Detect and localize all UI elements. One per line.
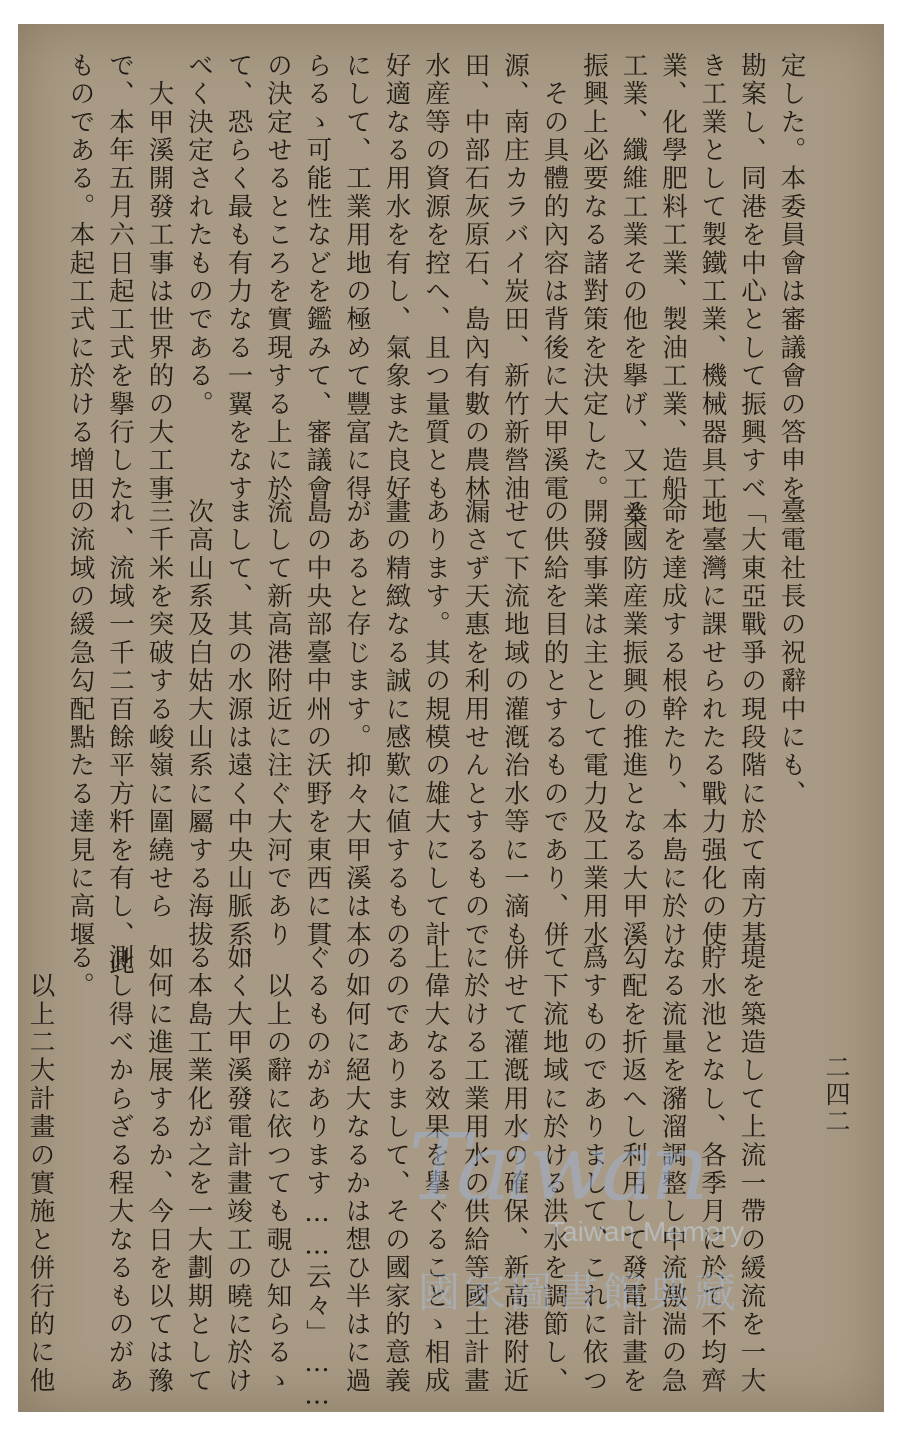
text-column: 漏さず天惠を利用せんとするもので xyxy=(460,498,491,950)
text-column: 測し得べからざる程大なるものがあ xyxy=(104,944,135,1396)
text-column: せて下流地域の灌漑治水等に一滴も xyxy=(500,498,530,950)
text-column: があると存じます。抑々大甲溪は本 xyxy=(342,498,372,950)
text-column: 命を達成する根幹たり、本島に於け xyxy=(658,498,688,950)
text-column: る國防産業振興の推進となる大甲溪 xyxy=(618,498,649,950)
watermark-chinese-text: 國家圖書館典藏 xyxy=(418,1268,741,1317)
text-column: 次高山系及白姑大山系に屬する海拔 xyxy=(184,498,214,950)
text-column: らるゝ可能性などを鑑みて、審議會 xyxy=(302,52,333,504)
text-column: まして、其の水源は遠く中央山脈系、 xyxy=(223,498,254,978)
text-column: の流域の緩急勾配點たる達見に高堰 xyxy=(65,498,96,950)
text-column: ぐるものがあります……云々」…… xyxy=(302,944,332,1414)
text-column: 流して新高港附近に注ぐ大河であり xyxy=(263,498,293,950)
watermark-script-text: Taiwan xyxy=(408,1114,704,1221)
text-column: る本島工業化が之を一大劃期として xyxy=(183,944,214,1396)
text-column: 併せて灌漑用水の確保、新高港附近 xyxy=(499,944,530,1396)
text-column: 畫の精緻なる誠に感歎に値するもの xyxy=(381,498,412,950)
text-column: の供給を目的とするものであり、併 xyxy=(539,498,570,950)
text-column: 臺電社長の祝辭中にも、 xyxy=(776,498,807,809)
text-column: あります。其の規模の雄大にして計 xyxy=(421,498,451,950)
text-column: にして、工業用地の極めて豐富に得 xyxy=(342,52,372,504)
text-column: 田、中部石灰原石、島內有數の農林 xyxy=(460,52,491,504)
text-column: 定した。本委員會は審議會の答申を xyxy=(776,52,807,504)
text-column: 業、化學肥料工業、製油工業、造船 xyxy=(658,52,688,504)
text-column: 振興上必要なる諸對策を決定した。 xyxy=(579,52,609,504)
page-number: 二四二 xyxy=(822,1054,851,1135)
text-column: 水産等の資源を控へ、且つ量質とも xyxy=(421,52,451,504)
text-column: 島の中央部臺中州の沃野を東西に貫 xyxy=(302,498,333,950)
text-column: の決定せるところを實現する上に於 xyxy=(263,52,293,504)
text-column: る。 xyxy=(65,944,95,1001)
text-column: に於ける工業用水の供給等國土計畫 xyxy=(460,944,490,1396)
text-column: 工業、纖維工業その他を擧げ、又工業 xyxy=(618,52,649,532)
text-column: 開發事業は主として電力及工業用水 xyxy=(579,498,609,950)
text-column: て、恐らく最も有力なる一翼をなす xyxy=(223,52,254,504)
text-column: 勾配を折返へし利用して發電計畫を xyxy=(618,944,648,1396)
text-column: れ、流域一千二百餘平方粁を有し、此 xyxy=(105,498,135,978)
text-column: なる流量を瀦溜調整し中流激湍の急 xyxy=(657,944,688,1396)
text-column: で、本年五月六日起工式を擧行した xyxy=(105,52,135,504)
text-column: 勘案し、同港を中心として振興すべ xyxy=(737,52,767,504)
watermark-english-text: Taiwan Memory xyxy=(548,1216,745,1247)
text-column: 爲すものでありまして、これに依つ xyxy=(578,944,609,1396)
text-column: 如く大甲溪發電計畫竣工の曉に於け xyxy=(223,944,253,1396)
text-column: るのでありまして、その國家的意義 xyxy=(381,944,411,1396)
text-column: き工業として製鐵工業、機械器具工 xyxy=(697,52,728,504)
text-column: て下流地域に於ける洪水を調節し、 xyxy=(539,944,569,1396)
text-column: 堤を築造して上流一帶の緩流を一大 xyxy=(736,944,767,1396)
text-column: その具體的內容は背後に大甲溪電 xyxy=(539,52,570,504)
text-column: 「大東亞戰爭の現段階に於て南方基 xyxy=(737,498,767,950)
text-column: 上偉大なる效果を擧ぐることゝ相成 xyxy=(420,944,451,1396)
text-column: 地臺灣に課せられたる戰力强化の使 xyxy=(697,498,728,950)
text-column: 以上の辭に依つても覗ひ知らるゝ xyxy=(262,944,293,1396)
book-page xyxy=(18,24,884,1412)
text-column: ものである。本起工式に於ける增田 xyxy=(65,52,96,504)
text-column: 以上二大計畫の實施と併行的に他 xyxy=(25,944,56,1396)
text-column: 如何に進展するか、今日を以ては豫 xyxy=(144,944,174,1396)
text-column: 三千米を突破する峻嶺に圍繞せら xyxy=(144,498,175,921)
text-column: べく決定されたものである。 xyxy=(184,52,214,419)
text-column: 源、南庄カラバイ炭田、新竹新營油 xyxy=(500,52,530,504)
text-column: 大甲溪開發工事は世界的の大工事 xyxy=(144,52,175,504)
text-column: 貯水池となし、各季月に於て不均齊 xyxy=(697,944,727,1396)
text-column: 好適なる用水を有し、氣象また良好 xyxy=(381,52,412,504)
text-column: の如何に絕大なるかは想ひ半はに過 xyxy=(341,944,372,1396)
